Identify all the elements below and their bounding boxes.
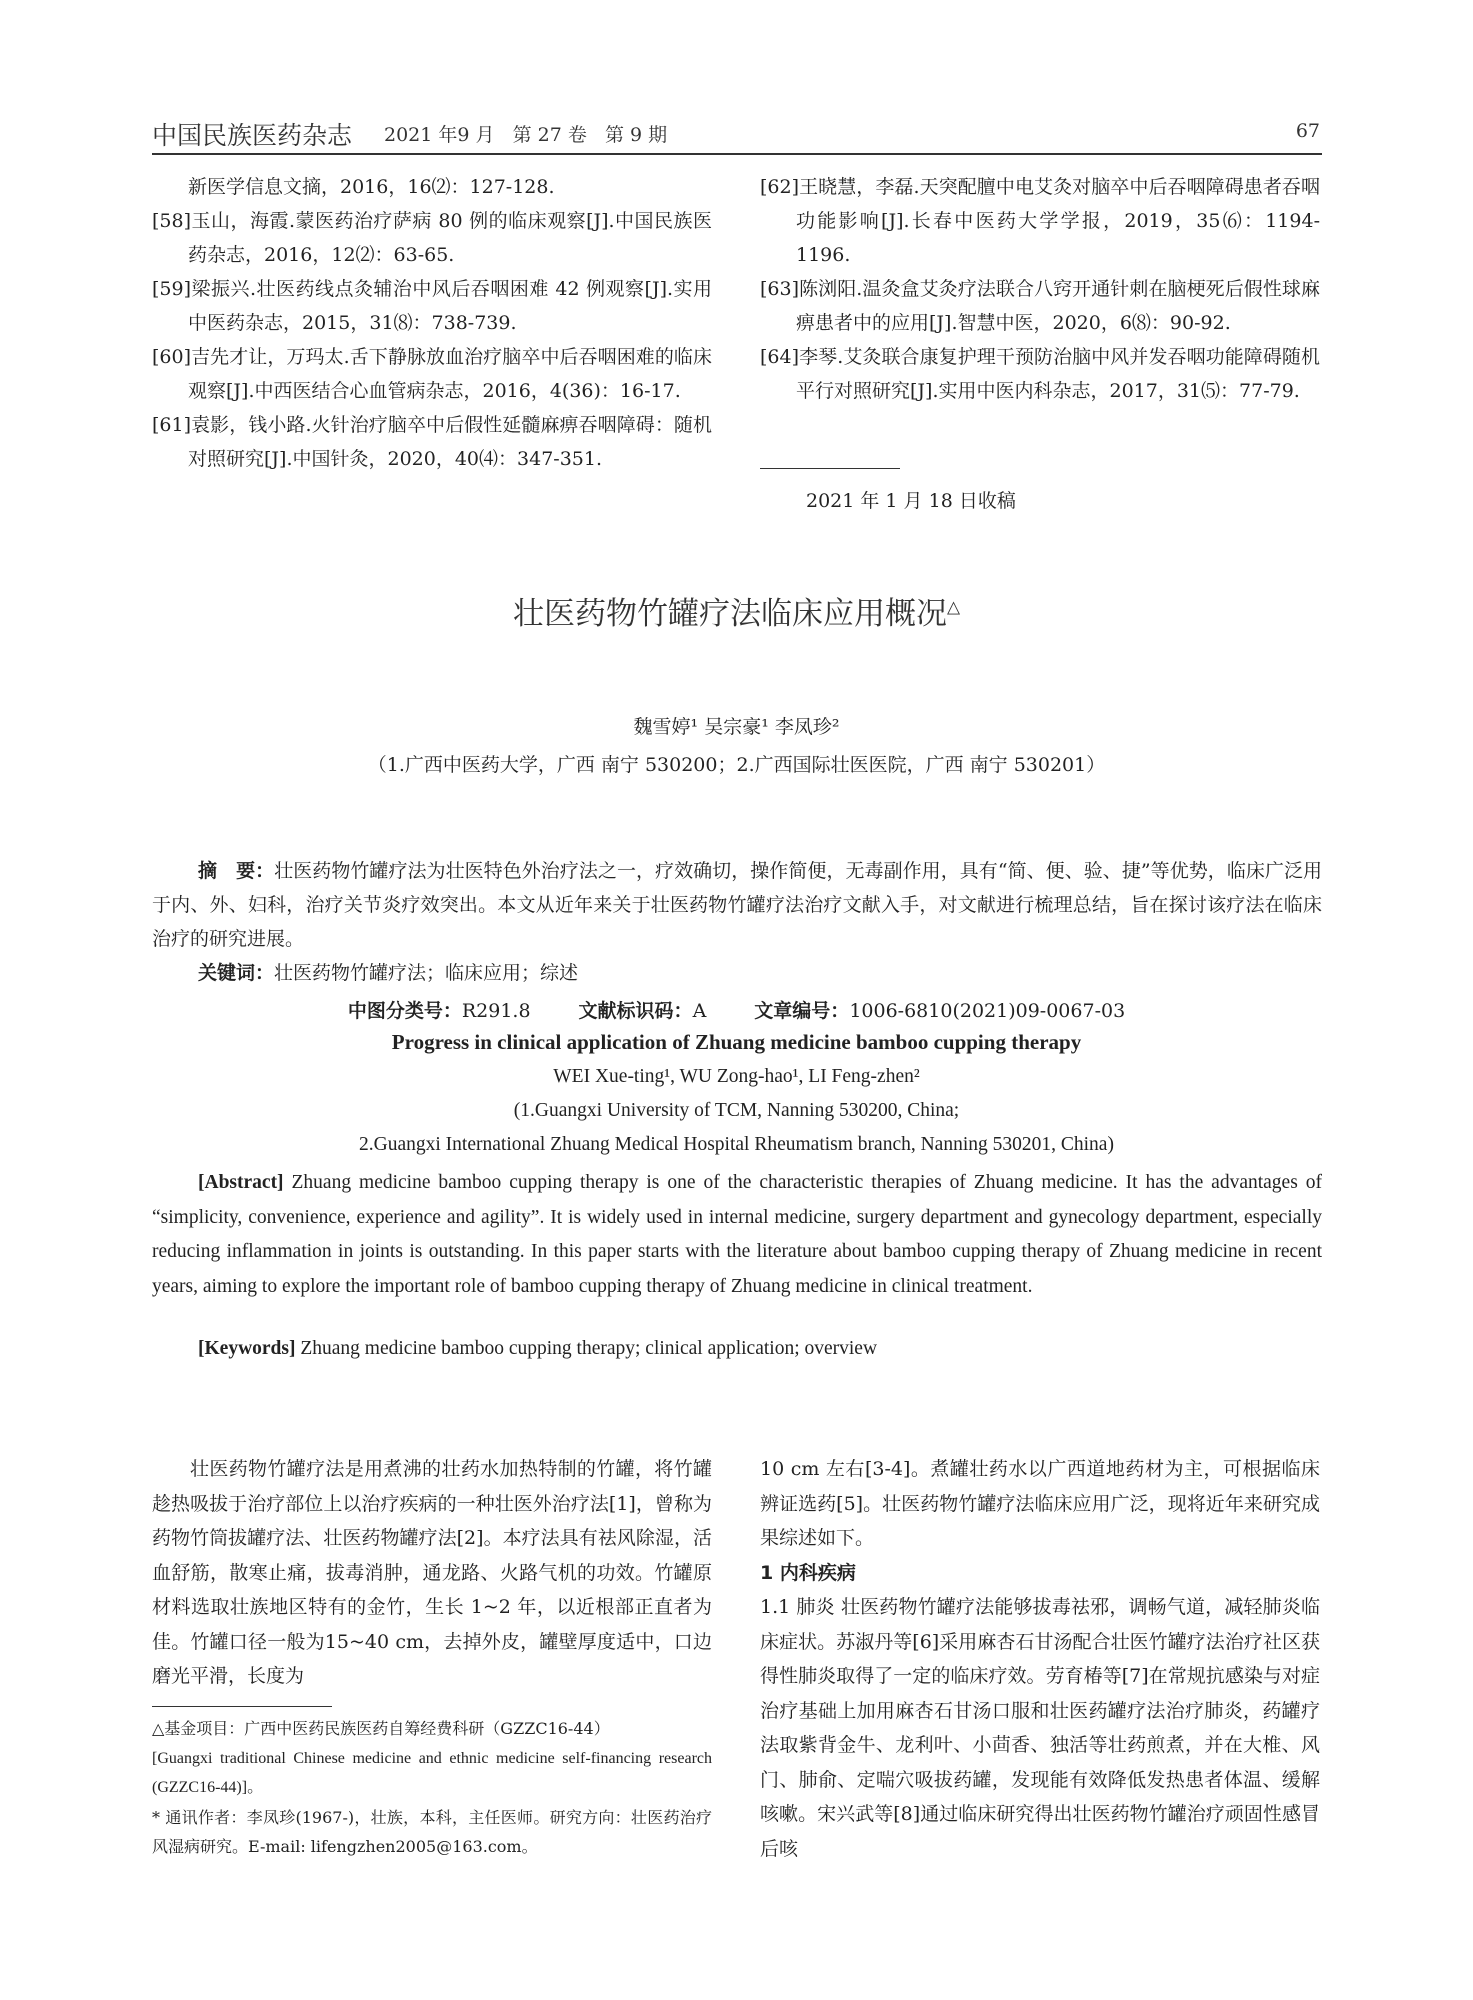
received-date: 2021 年 1 月 18 日收稿	[806, 490, 1016, 512]
title-text: 壮医药物竹罐疗法临床应用概况	[512, 596, 947, 632]
clc-value: R291.8	[461, 1000, 531, 1022]
body-paragraph-continued: 10 cm 左右[3-4]。煮罐壮药水以广西道地药材为主，可根据临床辨证选药[5]。壮医药物竹罐疗法临床应用广泛，现将近年来研究成果综述如下。	[760, 1458, 1320, 1549]
keywords-zh-label: 关键词：	[198, 962, 275, 984]
english-affiliation-2: 2.Guangxi International Zhuang Medical Hospital Rheumatism branch, Nanning 530201, China)	[359, 1134, 1114, 1155]
subsection-heading: 1.1 肺炎	[760, 1596, 835, 1618]
reference-item: [61]袁影，钱小路.火针治疗脑卒中后假性延髓麻痹吞咽障碍：随机对照研究[J].中国针灸，2020，40⑷：347-351.	[152, 414, 712, 470]
abstract-zh-text: 壮医药物竹罐疗法为壮医特色外治疗法之一，疗效确切，操作简便，无毒副作用，具有“简、便、验、捷”等优势，临床广泛用于内、外、妇科，治疗关节炎疗效突出。本文从近年来关于壮医药物竹罐疗法治疗文献入手，对文献进行梳理总结，旨在探讨该疗法在临床治疗的研究进展。	[152, 860, 1322, 950]
english-abstract	[152, 1166, 1322, 1304]
fund-footnote: △基金项目：广西中医药民族医药自筹经费科研（GZZC16-44）	[152, 1719, 610, 1738]
subsection-text: 壮医药物竹罐疗法能够拔毒祛邪，调畅气道，减轻肺炎临床症状。苏淑丹等[6]采用麻杏石甘汤配合壮医竹罐疗法治疗社区获得性肺炎取得了一定的临床疗效。劳育椿等[7]在常规抗感染与对症治疗基础上加用麻杏石甘汤口服和壮医药罐疗法治疗肺炎，药罐疗法取紫背金牛、龙利叶、小茴香、独活等壮药煎煮，并在大椎、风门、肺俞、定喘穴吸拔药罐，发现能有效降低发热患者体温、缓解咳嗽。宋兴武等[8]通过临床研究得出壮医药物竹罐治疗顽固性感冒后咳	[760, 1596, 1320, 1860]
article-number-value: 1006-6810(2021)09-0067-03	[849, 1000, 1126, 1022]
english-title: Progress in clinical application of Zhuang medicine bamboo cupping therapy	[391, 1030, 1082, 1054]
running-header	[152, 112, 1322, 154]
reference-item: [64]李琴.艾灸联合康复护理干预防治脑中风并发吞咽功能障碍随机平行对照研究[J].实用中医内科杂志，2017，31⑸：77-79.	[760, 346, 1320, 402]
journal-name: 中国民族医药杂志	[152, 121, 353, 150]
english-keywords-label: [Keywords]	[198, 1338, 296, 1359]
page-number: 67	[1295, 120, 1320, 142]
subsection-paragraph	[760, 1590, 1320, 1866]
body-left-column	[152, 1452, 712, 1694]
english-keywords-text: Zhuang medicine bamboo cupping therapy; clinical application; overview	[295, 1338, 878, 1359]
references-right-column	[760, 170, 1320, 408]
reference-item: [60]吉先才让，万玛太.舌下静脉放血治疗脑卒中后吞咽困难的临床观察[J].中西医结合心血管病杂志，2016，4(36)：16-17.	[152, 346, 712, 402]
reference-item: [62]王晓慧，李磊.天突配膻中电艾灸对脑卒中后吞咽障碍患者吞咽功能影响[J].长春中医药大学学报，2019，35⑹：1194-1196.	[760, 176, 1320, 266]
authors-zh: 魏雪婷¹ 吴宗豪¹ 李凤珍²	[633, 716, 840, 738]
english-keywords	[198, 1338, 877, 1360]
abstract-zh	[152, 854, 1322, 956]
section-heading: 1 内科疾病	[760, 1561, 856, 1584]
clc-label: 中图分类号：	[347, 1000, 462, 1022]
reference-item: 新医学信息文摘，2016，16⑵：127-128.	[188, 176, 555, 198]
english-abstract-text: Zhuang medicine bamboo cupping therapy is one of the characteristic therapies of Zhuang medicine. It has the advantages of “simplicity, convenience, experience and agility”. It is widely used in internal medicine, surgery department and gynecology department, especially reducing inflammation in joints is outstanding. In this paper starts with the literature about bamboo cupping therapy of Zhuang medicine in recent years, aiming to explore the important role of bamboo cupping therapy of Zhuang medicine in clinical treatment.	[152, 1172, 1322, 1297]
body-right-column	[760, 1452, 1320, 1866]
reference-item: [58]玉山，海霞.蒙医药治疗萨病 80 例的临床观察[J].中国民族医药杂志，2016，12⑵：63-65.	[152, 210, 712, 266]
english-abstract-label: [Abstract]	[198, 1172, 284, 1193]
affiliation-zh: （1.广西中医药大学，广西 南宁 530200；2.广西国际壮医医院，广西 南宁 530201）	[367, 754, 1106, 776]
title-footnote-mark: △	[946, 597, 961, 618]
classification-line	[0, 996, 1473, 1023]
received-rule	[760, 468, 900, 469]
abstract-zh-label: 摘 要：	[198, 860, 275, 882]
article-title	[0, 588, 1473, 633]
reference-item: [59]梁振兴.壮医药线点灸辅治中风后吞咽困难 42 例观察[J].实用中医药杂志，2015，31⑻：738-739.	[152, 278, 712, 334]
issue-info: 2021 年9 月 第 27 卷 第 9 期	[384, 124, 668, 146]
keywords-zh	[198, 958, 578, 985]
doc-code-value: A	[692, 1000, 707, 1022]
header-rule	[152, 153, 1322, 155]
doc-code-label: 文献标识码：	[578, 1000, 693, 1022]
fund-footnote-en: [Guangxi traditional Chinese medicine and ethnic medicine self-financing research (GZZC16-44)]。	[152, 1749, 712, 1796]
body-paragraph: 壮医药物竹罐疗法是用煮沸的壮药水加热特制的竹罐，将竹罐趁热吸拔于治疗部位上以治疗疾病的一种壮医外治疗法[1]，曾称为药物竹筒拔罐疗法、壮医药物罐疗法[2]。本疗法具有祛风除湿，活血舒筋，散寒止痛，拔毒消肿，通龙路、火路气机的功效。竹罐原材料选取壮族地区特有的金竹，生长 1~2 年，以近根部正直者为佳。竹罐口径一般为15~40 cm，去掉外皮，罐壁厚度适中，口边磨光平滑，长度为	[152, 1458, 712, 1687]
keywords-zh-text: 壮医药物竹罐疗法；临床应用；综述	[274, 962, 579, 984]
english-affiliation-1: (1.Guangxi University of TCM, Nanning 530200, China;	[513, 1100, 960, 1121]
english-authors: WEI Xue-ting¹, WU Zong-hao¹, LI Feng-zhen²	[553, 1066, 920, 1087]
reference-item: [63]陈浏阳.温灸盒艾灸疗法联合八窍开通针刺在脑梗死后假性球麻痹患者中的应用[J].智慧中医，2020，6⑻：90-92.	[760, 278, 1320, 334]
article-number-label: 文章编号：	[754, 1000, 850, 1022]
corresponding-author-footnote: * 通讯作者：李凤珍(1967-)，壮族，本科，主任医师。研究方向：壮医药治疗风湿病研究。E-mail: lifengzhen2005@163.com。	[152, 1807, 712, 1856]
references-left-column	[152, 170, 712, 476]
footnote-rule	[152, 1706, 332, 1707]
footnotes	[152, 1714, 712, 1862]
